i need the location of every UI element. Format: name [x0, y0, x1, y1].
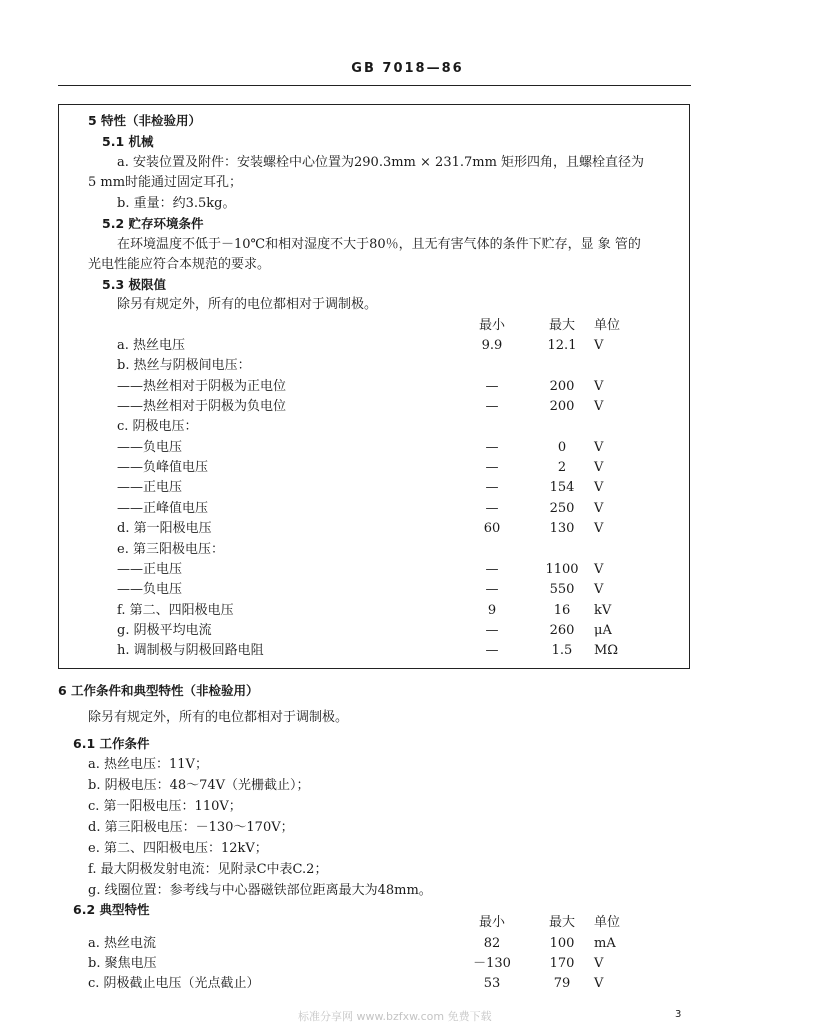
section52-text-line2: 光电性能应符合本规范的要求。: [88, 257, 271, 272]
section5-heading: 5 特性（非检验用）: [88, 113, 202, 128]
limits-row-label: ——热丝相对于阴极为负电位: [117, 399, 287, 414]
limits-row-unit: V: [594, 399, 604, 414]
limits-row-max: 200: [549, 399, 575, 414]
limits-row-min: —: [485, 643, 499, 658]
section51-item-a-line1: a. 安装位置及附件：安装螺栓中心位置为290.3mm × 231.7mm 矩形四角，且螺栓直径为: [117, 155, 645, 170]
limits-row-label: e. 第三阳极电压：: [117, 542, 224, 557]
limits-row-label: d. 第一阳极电压: [117, 521, 212, 536]
limits-row-min: 9: [487, 603, 497, 618]
header-rule: [58, 85, 691, 86]
limits-row-max: 1.5: [551, 643, 573, 658]
section52-text-line1: 在环境温度不低于－10℃和相对湿度不大于80％，且无有害气体的条件下贮存，显 象 管的: [117, 237, 641, 252]
limits-row-max: 200: [549, 379, 575, 394]
typical-row-label: a. 热丝电流: [88, 936, 157, 951]
limits-row-unit: V: [594, 440, 604, 455]
limits-row-label: h. 调制极与阴极回路电阻: [117, 643, 264, 658]
typical-col-max: 最大: [548, 915, 575, 930]
typical-row-label: c. 阴极截止电压（光点截止）: [88, 976, 260, 991]
limits-row-unit: μA: [594, 623, 612, 638]
limits-row-unit: V: [594, 582, 604, 597]
condition-item: c. 第一阳极电压：110V；: [88, 799, 242, 814]
limits-row-unit: V: [594, 521, 604, 536]
limits-row-min: —: [485, 399, 499, 414]
typical-row-max: 100: [549, 936, 575, 951]
document-header: GB 7018—86: [351, 61, 464, 76]
section52-heading: 5.2 贮存环境条件: [102, 216, 204, 231]
limits-row-min: —: [485, 582, 499, 597]
limits-row-unit: V: [594, 480, 604, 495]
limits-row-label: a. 热丝电压: [117, 338, 186, 353]
typical-row-min: 53: [483, 976, 501, 991]
page-number: 3: [675, 1009, 682, 1020]
section6-intro: 除另有规定外，所有的电位都相对于调制极。: [88, 710, 349, 725]
typical-row-unit: V: [594, 976, 604, 991]
condition-item: f. 最大阴极发射电流：见附录C中表C.2；: [88, 862, 328, 877]
limits-row-min: —: [485, 623, 499, 638]
condition-item: e. 第二、四阳极电压：12kV；: [88, 841, 268, 856]
section6-heading: 6 工作条件和典型特性（非检验用）: [58, 683, 259, 698]
typical-row-min: 82: [483, 936, 501, 951]
limits-row-max: 260: [549, 623, 575, 638]
condition-item: b. 阴极电压：48～74V（光栅截止）；: [88, 778, 310, 793]
limits-row-max: 0: [557, 440, 567, 455]
limits-row-label: g. 阴极平均电流: [117, 623, 212, 638]
limits-row-min: 9.9: [481, 338, 503, 353]
limits-row-unit: MΩ: [594, 643, 619, 658]
limits-row-label: c. 阴极电压：: [117, 419, 198, 434]
limits-row-label: ——正电压: [117, 562, 183, 577]
limits-row-min: 60: [483, 521, 501, 536]
limits-row-max: 250: [549, 501, 575, 516]
limits-row-label: b. 热丝与阴极间电压：: [117, 358, 251, 373]
limits-row-unit: V: [594, 379, 604, 394]
limits-row-min: —: [485, 460, 499, 475]
condition-item: g. 线圈位置：参考线与中心器磁铁部位距离最大为48mm。: [88, 883, 432, 898]
typical-row-label: b. 聚焦电压: [88, 956, 157, 971]
limits-row-label: ——正电压: [117, 480, 183, 495]
section61-heading: 6.1 工作条件: [73, 736, 150, 751]
section51-item-a-line2: 5 mm时能通过固定耳孔；: [88, 175, 243, 190]
section51-item-b: b. 重量：约3.5kg。: [117, 196, 236, 211]
limits-row-unit: V: [594, 338, 604, 353]
limits-row-min: —: [485, 562, 499, 577]
section62-heading: 6.2 典型特性: [73, 902, 150, 917]
limits-row-label: ——负电压: [117, 582, 183, 597]
limits-row-max: 130: [549, 521, 575, 536]
limits-row-max: 12.1: [547, 338, 577, 353]
limits-row-label: ——正峰值电压: [117, 501, 209, 516]
typical-row-unit: mA: [594, 936, 616, 951]
limits-row-max: 550: [549, 582, 575, 597]
limits-row-max: 1100: [545, 562, 579, 577]
limits-row-max: 2: [557, 460, 567, 475]
limits-row-min: —: [485, 501, 499, 516]
watermark-footer: 标准分享网 www.bzfxw.com 免费下载: [298, 1010, 492, 1023]
limits-col-max: 最大: [548, 318, 575, 333]
section51-heading: 5.1 机械: [102, 134, 154, 149]
limits-row-max: 16: [553, 603, 571, 618]
limits-col-min: 最小: [478, 318, 505, 333]
limits-row-max: 154: [549, 480, 575, 495]
condition-item: a. 热丝电压：11V；: [88, 757, 208, 772]
limits-row-label: ——热丝相对于阴极为正电位: [117, 379, 287, 394]
limits-row-label: ——负峰值电压: [117, 460, 209, 475]
condition-item: d. 第三阳极电压：－130～170V；: [88, 820, 294, 835]
limits-row-unit: kV: [594, 603, 612, 618]
limits-row-min: —: [485, 480, 499, 495]
typical-col-unit: 单位: [594, 915, 621, 930]
limits-row-min: —: [485, 440, 499, 455]
limits-row-label: ——负电压: [117, 440, 183, 455]
limits-row-unit: V: [594, 562, 604, 577]
limits-row-unit: V: [594, 460, 604, 475]
typical-row-min: －130: [473, 956, 511, 971]
limits-row-label: f. 第二、四阳极电压: [117, 603, 234, 618]
typical-row-max: 79: [553, 976, 571, 991]
typical-row-unit: V: [594, 956, 604, 971]
section53-intro: 除另有规定外，所有的电位都相对于调制极。: [117, 297, 378, 312]
typical-col-min: 最小: [478, 915, 505, 930]
limits-col-unit: 单位: [594, 318, 621, 333]
section53-heading: 5.3 极限值: [102, 277, 166, 292]
typical-row-max: 170: [549, 956, 575, 971]
limits-row-min: —: [485, 379, 499, 394]
limits-row-unit: V: [594, 501, 604, 516]
